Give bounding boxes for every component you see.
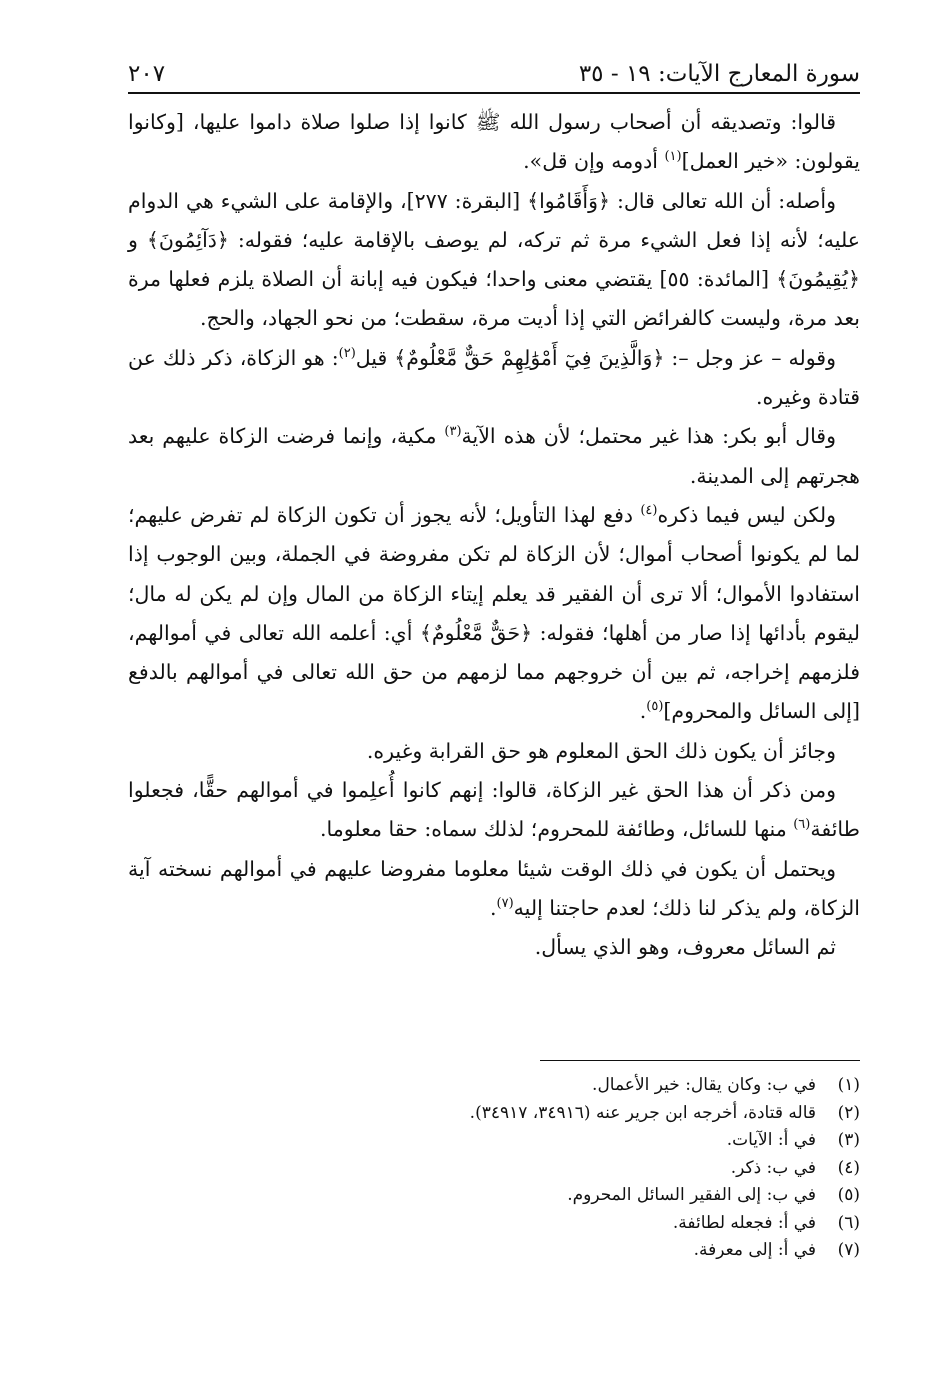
paragraph: وجائز أن يكون ذلك الحق المعلوم هو حق القرابة وغيره. bbox=[366, 738, 836, 763]
footnote-ref: (١) bbox=[664, 149, 682, 165]
header-rule bbox=[128, 92, 860, 94]
paragraph: وقال أبو بكر: هذا غير محتمل؛ لأن هذه الآية$^{(٣)}$ مكية، وإنما فرضت الزكاة عليهم بعد هجرتهم إلى المدينة. bbox=[128, 424, 860, 488]
footnote: (٥) في ب: إلى الفقير السائل المحروم. bbox=[567, 1185, 860, 1205]
footnote: (٢) قاله قتادة، أخرجه ابن جرير عنه (٣٤٩١٦، ٣٤٩١٧). bbox=[469, 1102, 860, 1123]
footnotes bbox=[200, 1072, 860, 1265]
paragraph: ولكن ليس فيما ذكره$^{(٤)}$ دفع لهذا التأويل؛ لأنه يجوز أن تكون الزكاة لم تفرض عليهم؛ لما لم يكونوا أصحاب أموال؛ لأن الزكاة لم تكن مفروضة في الجملة، وبين الوجوب إذا استفادوا الأموال؛ ألا ترى أن الفقير قد يعلم إيتاء الزكاة من المال وإن لم يكن له مال؛ ليقوم بأدائها إذا صار من أهلها؛ فقوله: ﴿حَقٌّ مَّعْلُومٌ﴾ أي: أعلمه الله تعالى في أموالهم، فلزمهم إخراجه، ثم بين أن خروجهم مما لزمهم من حق الله تعالى في أموالهم بالدفع [إلى السائل والمحروم]$^{(٥)}$. bbox=[128, 502, 860, 724]
paragraph: ومن ذكر أن هذا الحق غير الزكاة، قالوا: إنهم كانوا أُعلِموا في أموالهم حقًّا، فجعلوا طائفة$^{(٦)}$ منها للسائل، وطائفة للمحروم؛ لذلك سماه: حقا معلوما. bbox=[128, 778, 860, 842]
footnote-rule bbox=[540, 1060, 860, 1061]
chapter-title: سورة المعارج الآيات: ١٩ - ٣٥ bbox=[578, 61, 860, 87]
paragraph: ثم السائل معروف، وهو الذي يسأل. bbox=[534, 935, 836, 960]
footnote-ref: (٧) bbox=[496, 896, 514, 912]
footnote-ref: (٢) bbox=[338, 345, 356, 361]
paragraph: وقوله – عز وجل –: ﴿وَالَّذِينَ فِيٓ أَمْوَٰلِهِمْ حَقٌّ مَّعْلُومٌ﴾ قيل$^{(٢)}$: هو الزكاة، ذكر ذلك عن قتادة وغيره. bbox=[128, 345, 860, 410]
paragraph: وأصله: أن الله تعالى قال: ﴿وَأَقَامُوا﴾ [البقرة: ٢٧٧]، والإقامة على الشيء هي الدوام عليه؛ لأنه إذا فعل الشيء مرة ثم تركه، لم يوصف بالإقامة عليه؛ فقوله: ﴿دَآئِمُونَ﴾ و ﴿يُقِيمُونَ﴾ [المائدة: ٥٥] يقتضي معنى واحدا؛ فيكون فيه إبانة أن الصلاة يلزم فعلها مرة بعد مرة، وليست كالفرائض التي إذا أديت مرة، سقطت؛ من نحو الجهاد، والحج. bbox=[128, 188, 860, 331]
paragraph: قالوا: وتصديقه أن أصحاب رسول الله ﷺ كانوا إذا صلوا صلاة داموا عليها، [وكانوا يقولون: «خير العمل]$^{(١)}$ أدومه وإن قل». bbox=[128, 110, 860, 174]
footnote: (٦) في أ: فجعله لطائفة. bbox=[672, 1212, 860, 1233]
page-number: ٢٠٧ bbox=[128, 61, 166, 87]
footnote-ref: (٣) bbox=[444, 424, 462, 440]
main-text bbox=[128, 103, 860, 968]
running-head bbox=[128, 48, 860, 88]
footnote: (١) في ب: وكان يقال: خير الأعمال. bbox=[592, 1075, 860, 1095]
footnote-ref: (٥) bbox=[646, 699, 664, 715]
footnote: (٧) في أ: إلى معرفة. bbox=[693, 1240, 860, 1260]
footnote-ref: (٤) bbox=[640, 503, 658, 519]
paragraph: ويحتمل أن يكون في ذلك الوقت شيئا معلوما مفروضا عليهم في أموالهم نسخته آية الزكاة، ولم يذكر لنا ذلك؛ لعدم حاجتنا إليه$^{(٧)}$. bbox=[128, 856, 860, 920]
footnote: (٣) في أ: الآيات. bbox=[726, 1130, 860, 1150]
footnote-ref: (٦) bbox=[793, 817, 811, 833]
footnote: (٤) في ب: ذكر. bbox=[730, 1157, 860, 1178]
